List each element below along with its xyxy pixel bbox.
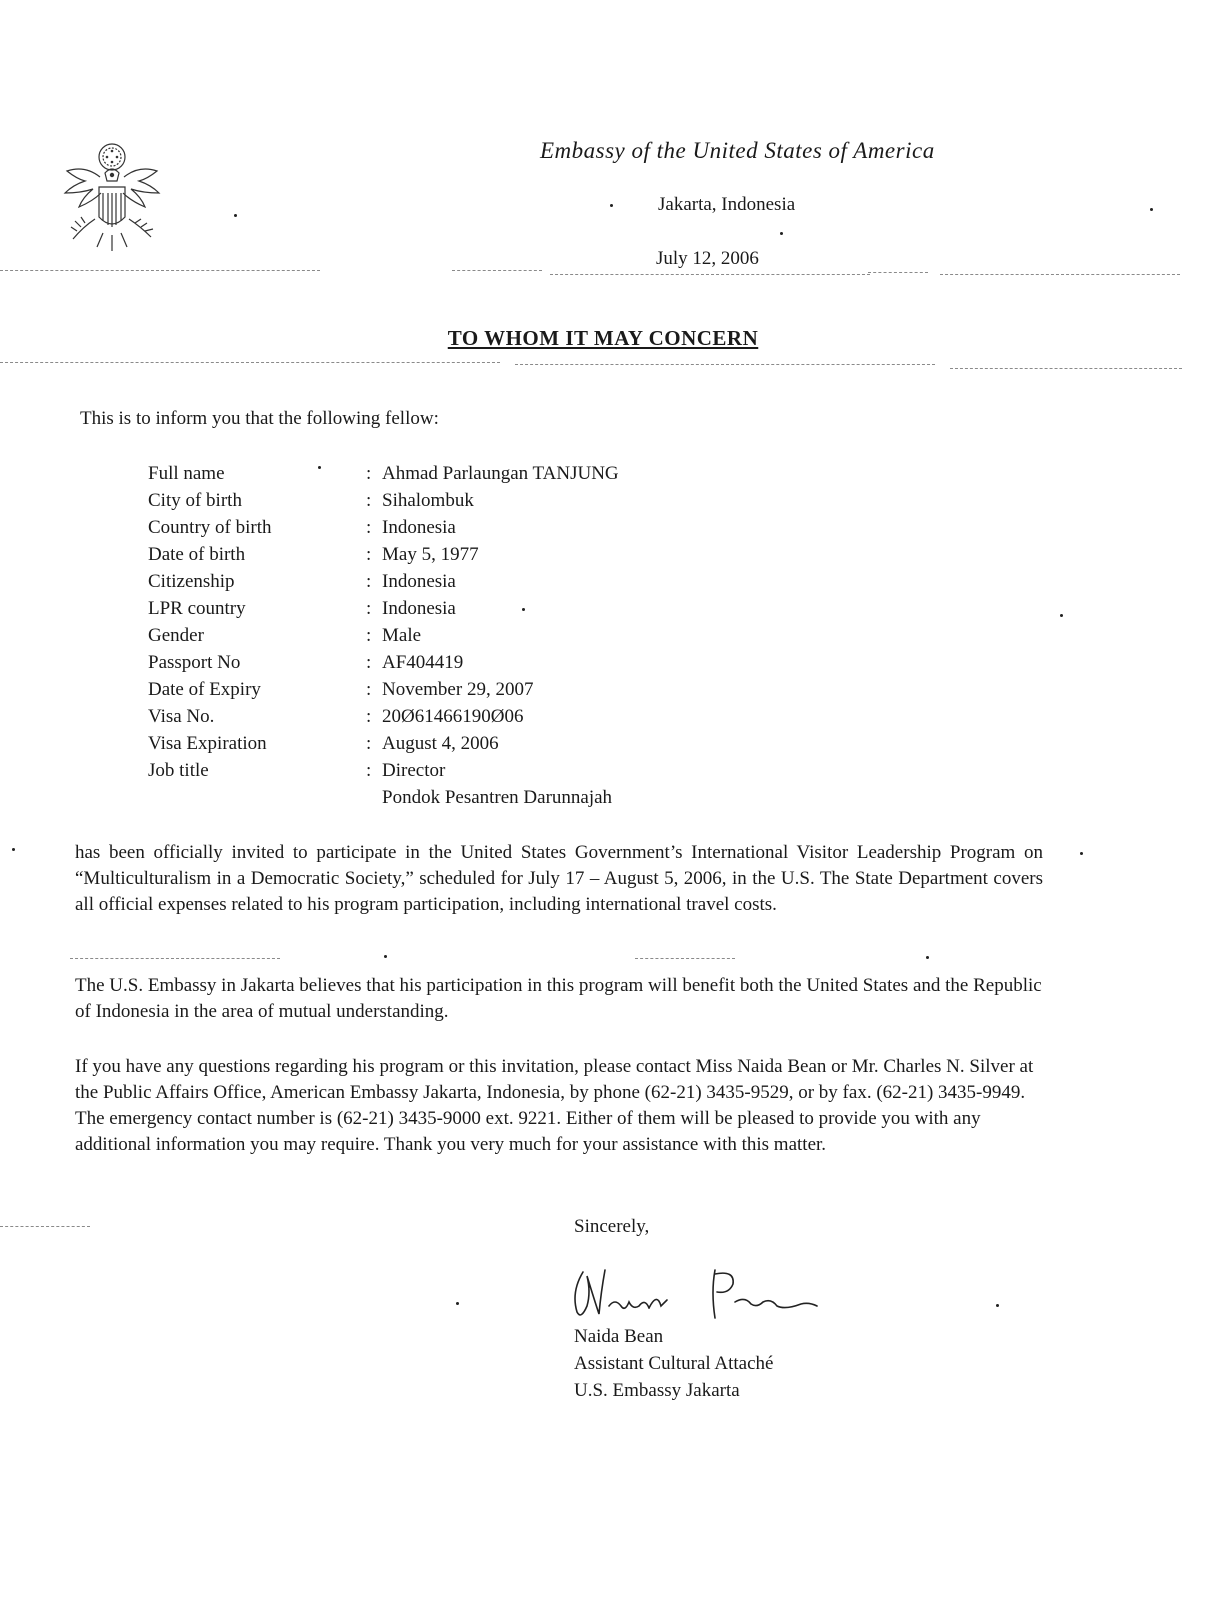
detail-label: Date of Expiry bbox=[148, 679, 261, 700]
detail-label: Job title bbox=[148, 760, 209, 781]
detail-label: Passport No bbox=[148, 652, 241, 673]
scan-speck bbox=[12, 848, 15, 851]
fellow-details bbox=[148, 460, 619, 811]
detail-value: Indonesia bbox=[382, 517, 456, 538]
detail-value: Director bbox=[382, 760, 446, 781]
benefit-paragraph: The U.S. Embassy in Jakarta believes that his participation in this program will benefit both the United States and the Republic of Indonesia in the area of mutual understanding. bbox=[75, 975, 1042, 1022]
detail-value: Indonesia bbox=[382, 571, 456, 592]
signatory-name: Naida Bean bbox=[574, 1326, 664, 1347]
detail-label: Visa No. bbox=[148, 706, 215, 727]
letter-date: July 12, 2006 bbox=[656, 248, 759, 269]
detail-value: Male bbox=[382, 625, 422, 646]
scan-rule bbox=[0, 270, 320, 271]
signatory-title: Assistant Cultural Attaché bbox=[574, 1353, 774, 1374]
scan-rule bbox=[550, 274, 870, 275]
detail-label: Gender bbox=[148, 625, 204, 646]
detail-value: AF404419 bbox=[382, 652, 464, 673]
job-title-organization: Pondok Pesantren Darunnajah bbox=[382, 787, 613, 808]
embassy-name: Embassy of the United States of America bbox=[540, 138, 935, 163]
contact-paragraph: If you have any questions regarding his program or this invitation, please contact Miss Naida Bean or Mr. Charles N. Silver at the Public Affairs Office, American Embassy Jakarta, Indonesia, by phone (62-21) 3435-9529, or by fax. (62-21) 3435-9949. The emergency contact number is (62-21) 3435-9000 ext. 9221. Either of them will be pleased to provide you with any additional information you may require. Thank you very much for your assistance with this matter. bbox=[75, 1056, 1034, 1155]
detail-label: Date of birth bbox=[148, 544, 246, 565]
scan-rule bbox=[0, 1226, 90, 1227]
scan-speck bbox=[234, 214, 237, 217]
detail-row: Country of birth : Indonesia bbox=[148, 514, 619, 541]
scan-speck bbox=[1060, 614, 1063, 617]
detail-row: Job title : Director bbox=[148, 757, 619, 784]
scan-speck bbox=[318, 466, 321, 469]
invitation-paragraph: has been officially invited to participate in the United States Government’s International Visitor Leadership Program on “Multiculturalism in a Democratic Society,” scheduled for July 17 – August 5, 2006, in the U.S. The State Department covers all official expenses related to his program participation, including international travel costs. bbox=[75, 842, 1043, 915]
detail-row: Date of Expiry : November 29, 2007 bbox=[148, 676, 619, 703]
detail-value: August 4, 2006 bbox=[382, 733, 499, 754]
detail-row: Visa No. : 20Ø61466190Ø06 bbox=[148, 703, 619, 730]
detail-value: November 29, 2007 bbox=[382, 679, 534, 700]
signatory-office: U.S. Embassy Jakarta bbox=[574, 1380, 740, 1401]
scan-rule bbox=[940, 274, 1180, 275]
scan-speck bbox=[926, 956, 929, 959]
detail-row: Gender : Male bbox=[148, 622, 619, 649]
scan-rule bbox=[515, 364, 935, 365]
detail-value: Sihalombuk bbox=[382, 490, 474, 511]
detail-label: Visa Expiration bbox=[148, 733, 267, 754]
scan-rule bbox=[70, 958, 280, 959]
scan-speck bbox=[996, 1304, 999, 1307]
letterhead-city: Jakarta, Indonesia bbox=[658, 194, 796, 215]
scan-speck bbox=[1150, 208, 1153, 211]
scan-rule bbox=[950, 368, 1182, 369]
page-title: TO WHOM IT MAY CONCERN bbox=[447, 326, 759, 350]
detail-row: Full name : Ahmad Parlaungan TANJUNG bbox=[148, 460, 619, 487]
detail-label: Citizenship bbox=[148, 571, 235, 592]
detail-label: LPR country bbox=[148, 598, 246, 619]
detail-row: LPR country : Indonesia bbox=[148, 595, 619, 622]
signature-block bbox=[574, 1323, 773, 1404]
scan-rule bbox=[452, 270, 542, 271]
detail-label: Country of birth bbox=[148, 517, 272, 538]
scan-rule bbox=[635, 958, 735, 959]
detail-row: City of birth : Sihalombuk bbox=[148, 487, 619, 514]
scan-speck bbox=[456, 1302, 459, 1305]
scan-speck bbox=[780, 232, 783, 235]
scan-speck bbox=[384, 955, 387, 958]
intro-text: This is to inform you that the following fellow: bbox=[80, 408, 439, 429]
detail-row: Date of birth : May 5, 1977 bbox=[148, 541, 619, 568]
letterhead bbox=[540, 138, 1060, 269]
detail-value: May 5, 1977 bbox=[382, 544, 479, 565]
scan-speck bbox=[1080, 852, 1083, 855]
scan-rule bbox=[0, 362, 500, 363]
closing-salutation: Sincerely, bbox=[574, 1216, 650, 1237]
handwritten-signature bbox=[565, 1262, 825, 1324]
detail-row: Passport No : AF404419 bbox=[148, 649, 619, 676]
detail-value: 20Ø61466190Ø06 bbox=[382, 706, 524, 727]
scan-rule bbox=[868, 272, 928, 273]
scan-speck bbox=[610, 204, 613, 207]
detail-row: Visa Expiration : August 4, 2006 bbox=[148, 730, 619, 757]
scan-speck bbox=[522, 608, 525, 611]
detail-label: City of birth bbox=[148, 490, 242, 511]
great-seal-icon bbox=[55, 135, 170, 260]
detail-label: Full name bbox=[148, 463, 225, 484]
detail-value: Indonesia bbox=[382, 598, 456, 619]
detail-value: Ahmad Parlaungan TANJUNG bbox=[382, 463, 619, 484]
detail-row: Citizenship : Indonesia bbox=[148, 568, 619, 595]
